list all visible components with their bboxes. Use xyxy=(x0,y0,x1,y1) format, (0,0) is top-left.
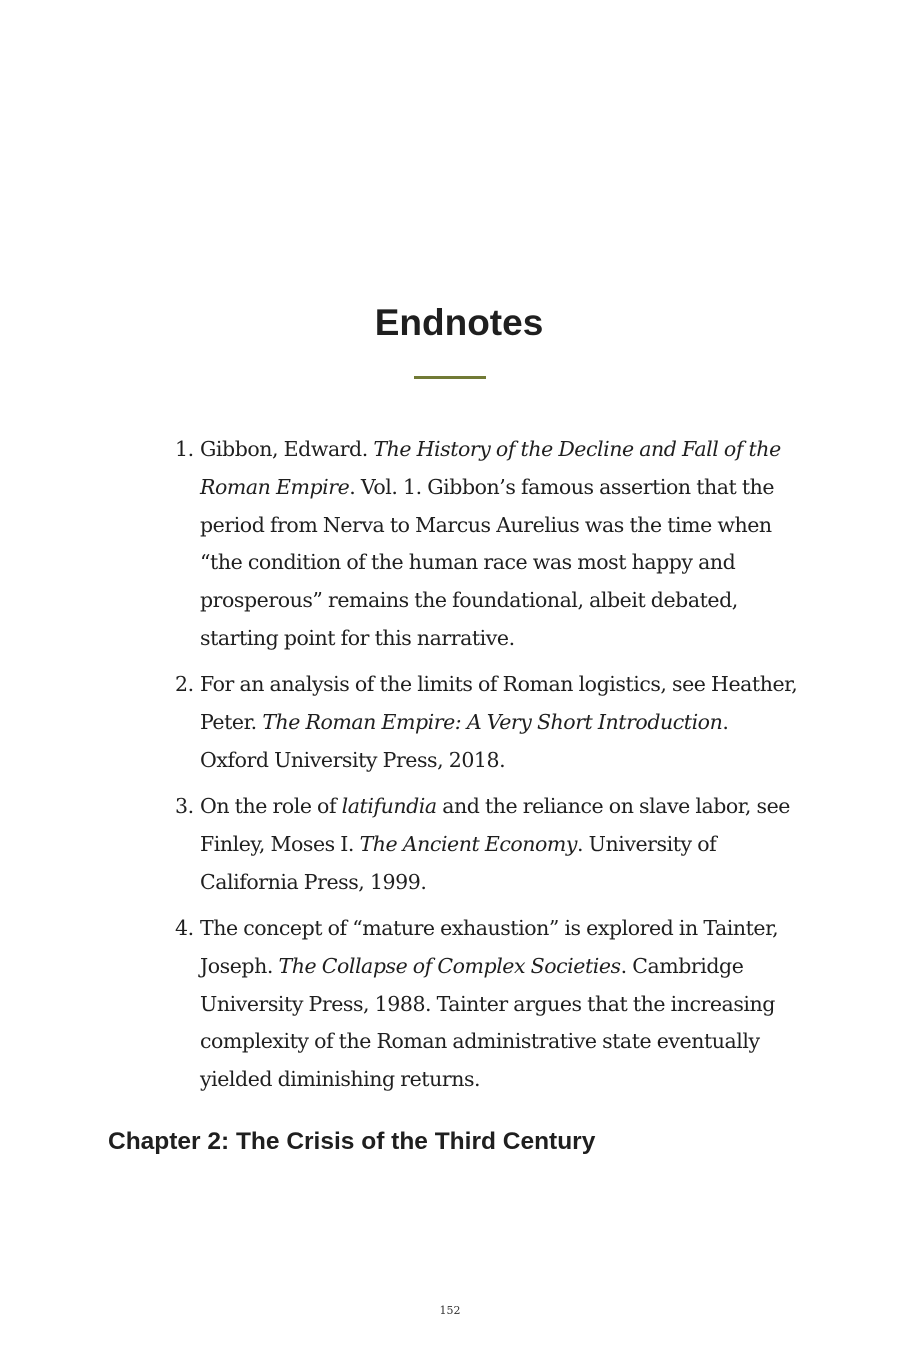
endnote-text-segment: . Cambridge University Press, 1988. Tainter argues that the increasing complexity of the Roman administrative state eventually yielded diminishing returns. xyxy=(200,953,775,1092)
page-title: Endnotes xyxy=(374,302,544,343)
endnote-text xyxy=(200,788,800,901)
endnote-number: 1. xyxy=(175,437,194,461)
endnote-item xyxy=(175,910,800,1099)
endnote-text-segment: . Vol. 1. Gibbon’s famous assertion that the period from Nerva to Marcus Aurelius was the time when “the condition of the human race was most happy and prosperous” remains the foundational, albeit debated, starting point for this narrative. xyxy=(200,474,775,650)
endnote-text xyxy=(200,666,800,779)
endnote-text xyxy=(200,431,800,658)
endnote-title-italic: The Collapse of Complex Societies xyxy=(278,953,621,978)
endnotes-list xyxy=(175,431,800,1108)
endnote-item xyxy=(175,666,800,779)
endnote-title-italic: latifundia xyxy=(341,794,437,819)
endnote-text-segment: . University of California Press, 1999. xyxy=(200,831,717,894)
endnote-number: 3. xyxy=(175,794,194,819)
endnote-title-italic: The Roman Empire: A Very Short Introduction xyxy=(262,710,723,735)
endnote-number: 4. xyxy=(175,916,194,941)
endnote-item xyxy=(175,431,800,658)
endnote-text-segment: On the role of xyxy=(200,794,342,819)
endnote-text-segment: Gibbon, Edward. xyxy=(200,437,374,461)
endnote-text-segment: For an analysis of the limits of Roman logistics, see Heather, Peter. xyxy=(200,672,798,735)
title-divider xyxy=(414,376,486,379)
endnote-text-segment: . Oxford University Press, 2018. xyxy=(200,710,729,772)
chapter-heading: Chapter 2: The Crisis of the Third Century xyxy=(108,1128,596,1155)
page-number: 152 xyxy=(439,1304,461,1317)
endnote-title-italic: The Ancient Economy xyxy=(359,831,578,856)
endnote-number: 2. xyxy=(175,672,194,697)
endnote-text xyxy=(200,910,800,1099)
endnote-text-segment: The concept of “mature exhaustion” is explored in Tainter, Joseph. xyxy=(200,916,779,978)
endnote-text-segment: and the reliance on slave labor, see Finley, Moses I. xyxy=(200,794,790,856)
endnote-item xyxy=(175,788,800,901)
endnote-title-italic: The History of the Decline and Fall of the Roman Empire xyxy=(200,437,781,499)
